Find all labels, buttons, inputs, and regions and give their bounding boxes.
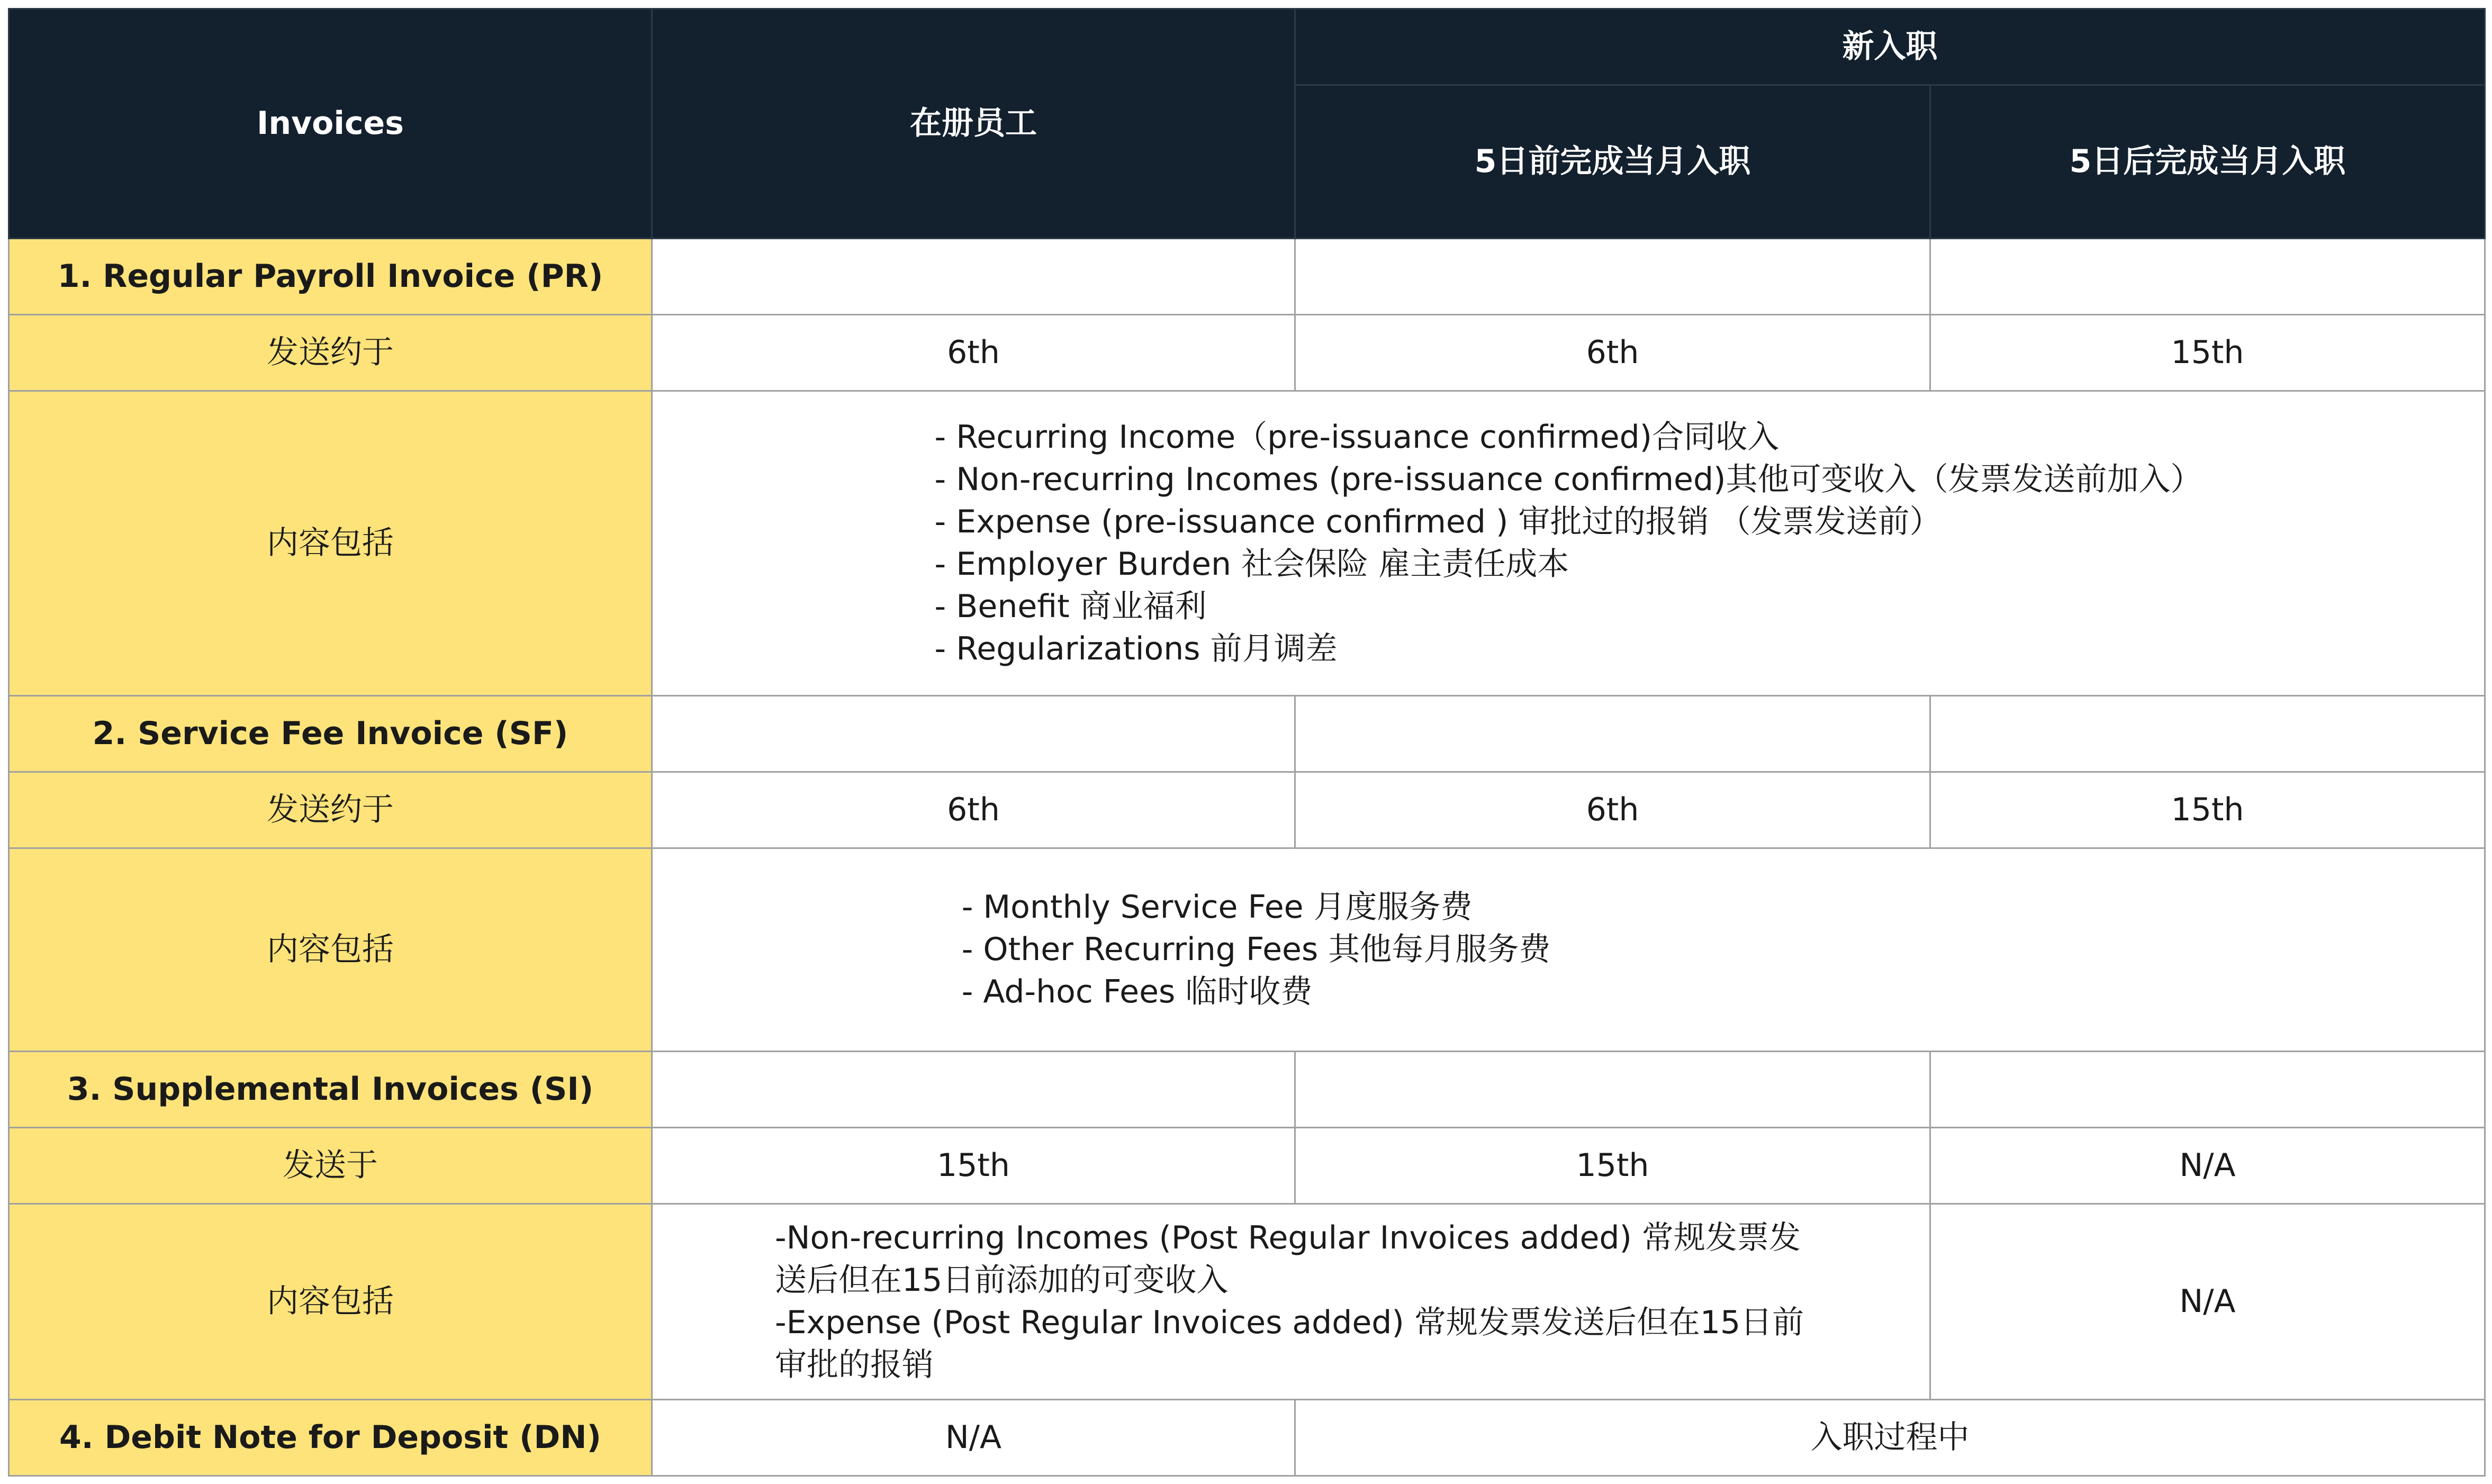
list-item: -Expense (Post Regular Invoices added) 常规发票发送后但在15日前审批的报销 bbox=[775, 1304, 1804, 1383]
header-invoices: Invoices bbox=[9, 9, 652, 239]
table-body bbox=[9, 239, 2485, 1476]
list-item: - Regularizations 前月调差 bbox=[934, 630, 1338, 667]
table-row bbox=[9, 391, 2485, 696]
table-row bbox=[9, 696, 2485, 772]
section-title-dn: 4. Debit Note for Deposit (DN) bbox=[9, 1400, 652, 1476]
row-label-content: 内容包括 bbox=[9, 848, 652, 1052]
si-content-after-5th: N/A bbox=[1930, 1204, 2485, 1400]
send-existing: 6th bbox=[652, 772, 1295, 848]
dn-new-hire: 入职过程中 bbox=[1295, 1400, 2485, 1476]
si-content-cell bbox=[652, 1204, 1930, 1400]
send-after-5th: N/A bbox=[1930, 1128, 2485, 1204]
table-header bbox=[9, 9, 2485, 239]
empty-cell bbox=[1295, 239, 1930, 315]
invoice-schedule-table bbox=[8, 8, 2486, 1477]
header-new-hires: 新入职 bbox=[1295, 9, 2485, 85]
table-row bbox=[9, 1400, 2485, 1476]
send-after-5th: 15th bbox=[1930, 772, 2485, 848]
empty-cell bbox=[652, 696, 1295, 772]
row-label-send: 发送约于 bbox=[9, 315, 652, 391]
send-before-5th: 6th bbox=[1295, 772, 1930, 848]
dn-existing: N/A bbox=[652, 1400, 1295, 1476]
table-row bbox=[9, 239, 2485, 315]
table-row bbox=[9, 1204, 2485, 1400]
empty-cell bbox=[652, 239, 1295, 315]
table-row bbox=[9, 1128, 2485, 1204]
list-item: - Recurring Income（pre-issuance confirmed)合同收入 bbox=[934, 419, 1780, 456]
table-row bbox=[9, 772, 2485, 848]
si-content-list bbox=[775, 1217, 1807, 1386]
send-before-5th: 15th bbox=[1295, 1128, 1930, 1204]
header-existing-employees: 在册员工 bbox=[652, 9, 1295, 239]
send-after-5th: 15th bbox=[1930, 315, 2485, 391]
section-title-pr: 1. Regular Payroll Invoice (PR) bbox=[9, 239, 652, 315]
table-row bbox=[9, 1052, 2485, 1128]
sf-content-list bbox=[962, 886, 1551, 1013]
empty-cell bbox=[1295, 1052, 1930, 1128]
empty-cell bbox=[652, 1052, 1295, 1128]
list-item: - Ad-hoc Fees 临时收费 bbox=[961, 973, 1313, 1010]
send-existing: 6th bbox=[652, 315, 1295, 391]
header-after-5th: 5日后完成当月入职 bbox=[1930, 85, 2485, 239]
list-item: - Monthly Service Fee 月度服务费 bbox=[961, 889, 1473, 926]
row-label-send: 发送约于 bbox=[9, 772, 652, 848]
header-before-5th: 5日前完成当月入职 bbox=[1295, 85, 1930, 239]
table-row bbox=[9, 315, 2485, 391]
pr-content-cell bbox=[652, 391, 2485, 696]
list-item: - Benefit 商业福利 bbox=[934, 588, 1207, 625]
row-label-content: 内容包括 bbox=[9, 391, 652, 696]
sf-content-cell bbox=[652, 848, 2485, 1052]
invoice-schedule-wrapper bbox=[8, 8, 2486, 1477]
send-before-5th: 6th bbox=[1295, 315, 1930, 391]
section-title-sf: 2. Service Fee Invoice (SF) bbox=[9, 696, 652, 772]
empty-cell bbox=[1930, 696, 2485, 772]
header-row-top bbox=[9, 9, 2485, 85]
list-item: -Non-recurring Incomes (Post Regular Invoices added) 常规发票发送后但在15日前添加的可变收入 bbox=[775, 1219, 1801, 1299]
list-item: - Employer Burden 社会保险 雇主责任成本 bbox=[934, 546, 1569, 583]
row-label-content: 内容包括 bbox=[9, 1204, 652, 1400]
empty-cell bbox=[1295, 696, 1930, 772]
list-item: - Other Recurring Fees 其他每月服务费 bbox=[961, 931, 1551, 968]
row-label-send: 发送于 bbox=[9, 1128, 652, 1204]
empty-cell bbox=[1930, 1052, 2485, 1128]
pr-content-list bbox=[935, 416, 2202, 670]
send-existing: 15th bbox=[652, 1128, 1295, 1204]
list-item: - Expense (pre-issuance confirmed ) 审批过的报销 （发票发送前） bbox=[934, 503, 1942, 540]
table-row bbox=[9, 848, 2485, 1052]
empty-cell bbox=[1930, 239, 2485, 315]
list-item: - Non-recurring Incomes (pre-issuance confirmed)其他可变收入（发票发送前加入） bbox=[934, 461, 2202, 498]
section-title-si: 3. Supplemental Invoices (SI) bbox=[9, 1052, 652, 1128]
